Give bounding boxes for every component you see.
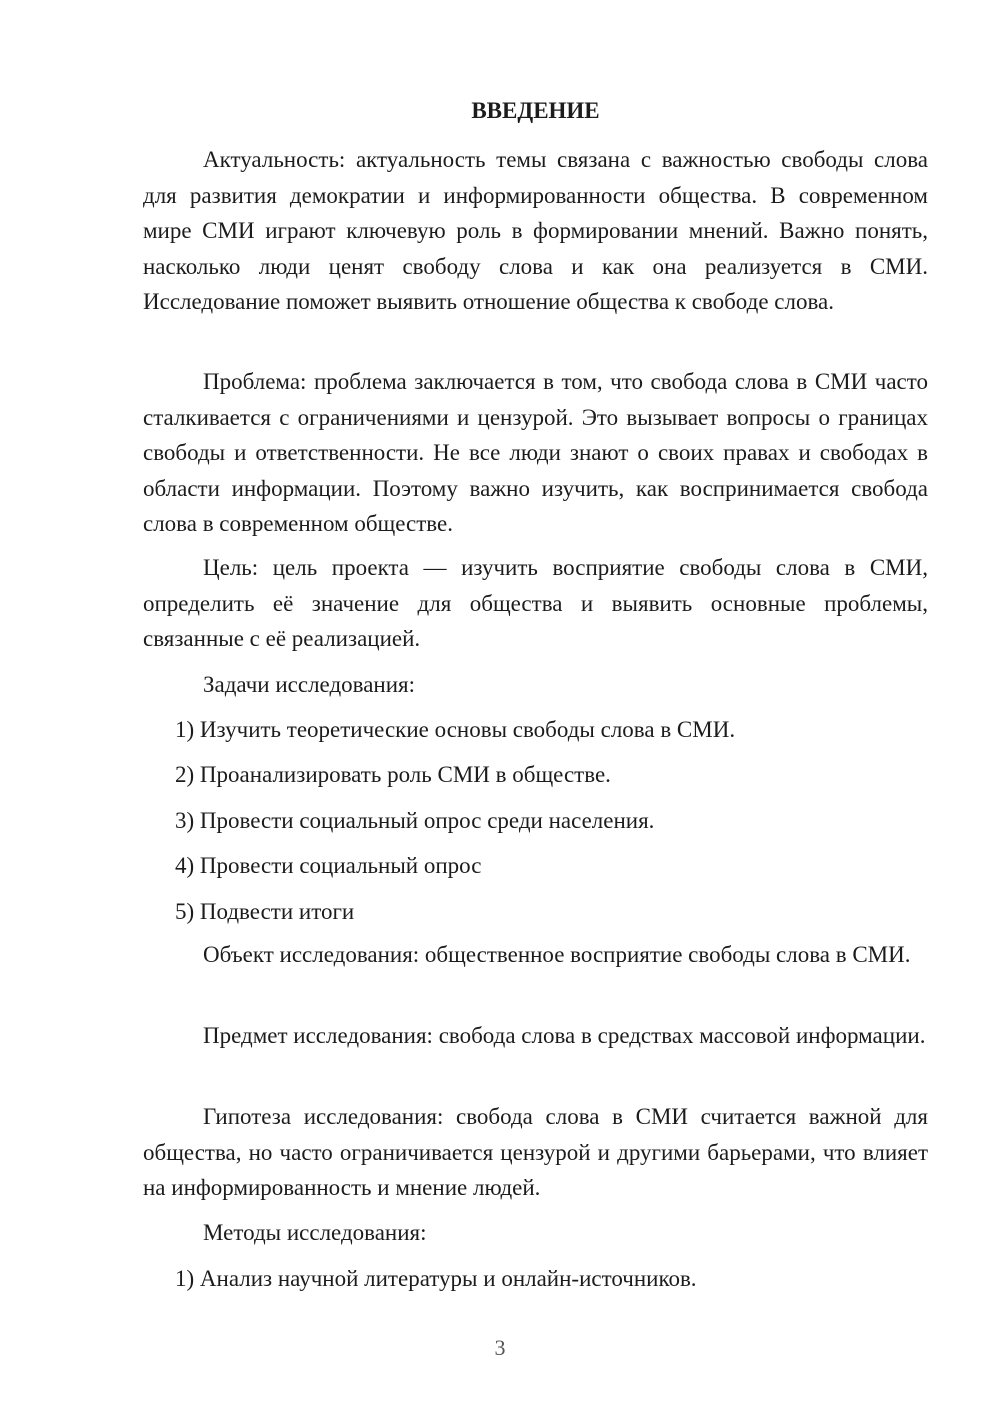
task-item: 4) Провести социальный опрос: [175, 853, 482, 878]
section-title: ВВЕДЕНИЕ: [471, 98, 600, 123]
methods-heading: Методы исследования:: [203, 1220, 427, 1245]
subject-paragraph: Предмет исследования: свобода слова в средствах массовой информации.: [203, 1023, 926, 1048]
hypothesis-paragraph: Гипотеза исследования: свобода слова в СМИ считается важной для общества, но часто ограничивается цензурой и другими барьерами, что влияет на информированность и мнение людей.: [143, 1104, 928, 1200]
relevance-paragraph: Актуальность: актуальность темы связана с важностью свободы слова для развития демократии и информированности общества. В современном мире СМИ играют ключевую роль в формировании мнений. Важно понять, насколько люди ценят свободу слова и как она реализуется в СМИ. Исследование поможет выявить отношение общества к свободе слова.: [143, 147, 928, 314]
page-number: 3: [494, 1335, 506, 1360]
object-paragraph: Объект исследования: общественное восприятие свободы слова в СМИ.: [203, 942, 911, 967]
problem-paragraph: Проблема: проблема заключается в том, что свобода слова в СМИ часто сталкивается с ограничениями и цензурой. Это вызывает вопросы о границах свободы и ответственности. Не все люди знают о своих правах и свободах в области информации. Поэтому важно изучить, как воспринимается свобода слова в современном обществе.: [143, 369, 928, 536]
task-item: 5) Подвести итоги: [175, 899, 355, 924]
task-item: 1) Изучить теоретические основы свободы слова в СМИ.: [175, 717, 736, 742]
tasks-heading: Задачи исследования:: [203, 672, 416, 697]
goal-paragraph: Цель: цель проекта — изучить восприятие свободы слова в СМИ, определить её значение для общества и выявить основные проблемы, связанные с её реализацией.: [143, 555, 928, 651]
task-item: 2) Проанализировать роль СМИ в обществе.: [175, 762, 611, 787]
method-item: 1) Анализ научной литературы и онлайн-источников.: [175, 1266, 697, 1291]
task-item: 3) Провести социальный опрос среди населения.: [175, 808, 655, 833]
